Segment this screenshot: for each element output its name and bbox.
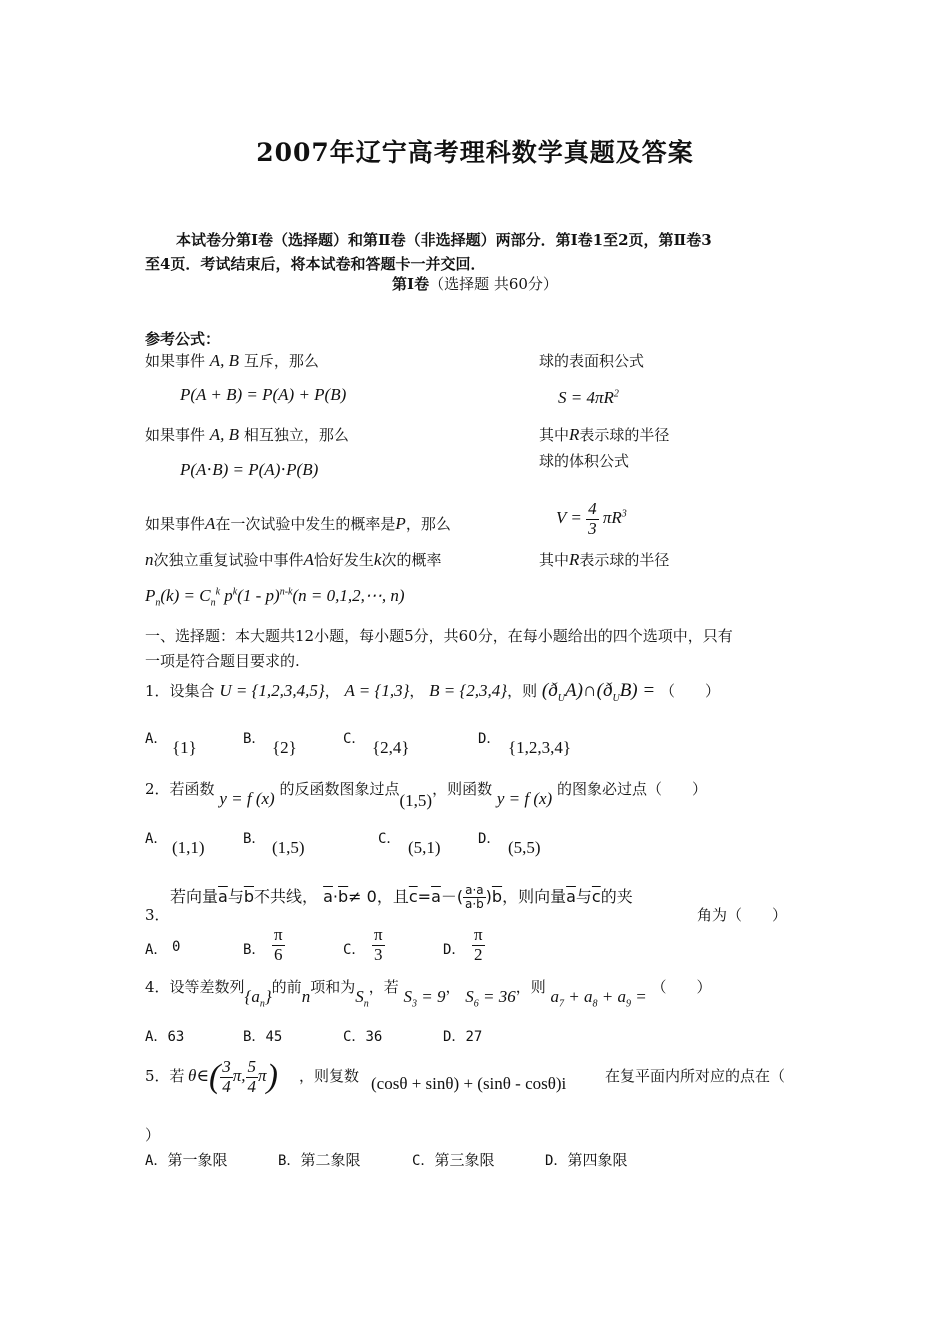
section-heading-rest: （选择题 共60分） (429, 275, 558, 293)
formula-line-5 (145, 513, 451, 534)
q1-option-c-label: C． (343, 731, 366, 747)
q2-pre: 2．若函数 (145, 780, 215, 798)
q4-mid-1: 的前 (271, 978, 302, 996)
formula-l3-post: 相互独立，那么 (243, 426, 349, 444)
q1-sub-2: U (612, 692, 620, 704)
q2-option-a-value: (1,1) (172, 838, 205, 857)
q2-mid-1: 的反函数图象过点 (279, 780, 400, 798)
q1-option-c-value: {2,4} (372, 738, 410, 757)
formula-l6-mid1: 次独立重复试验中事件 (153, 551, 304, 569)
q4-n: n (301, 987, 311, 1006)
q2-func-1: y = f (x) (219, 789, 275, 808)
formula-l3-vars: A, B (209, 425, 240, 444)
formula-r3-pre: 其中 (539, 426, 570, 444)
formula-r3-r: R (569, 425, 580, 444)
formula-line-6 (145, 549, 441, 570)
q1-option-b-value: {2} (272, 738, 297, 757)
q4-mid-2: 项和为 (310, 978, 356, 996)
q4-seq (244, 987, 272, 1010)
q5-paren-open: ( (208, 1058, 221, 1096)
q3-text-3: 不共线， (254, 887, 319, 907)
q3-option-b-label: B． (243, 942, 266, 958)
q1-expression (541, 680, 656, 704)
formula-r5-den: 3 (588, 518, 597, 538)
q5-option-b-label: B． (278, 1153, 301, 1169)
q4-c2: S (465, 987, 474, 1006)
q5-n1: 3 (222, 1057, 231, 1076)
formula-r6-pre: 其中 (539, 551, 570, 569)
q3-text-2: 与 (227, 887, 244, 907)
q4-option-c (343, 1026, 382, 1046)
q2-option-d-label: D． (478, 831, 501, 847)
q5-expression: (cosθ + sinθ) + (sinθ - cosθ)i (371, 1074, 567, 1093)
q4-option-b-value: 45 (265, 1029, 283, 1045)
q3-option-d-num: π (474, 925, 483, 944)
q1-set-a: A = {1,3} (344, 681, 410, 700)
q1-sub-1: U (557, 692, 565, 704)
formula-l5-pre: 如果事件 (145, 515, 206, 533)
q2-option-c-label: C． (378, 831, 401, 847)
q5-option-c (412, 1149, 494, 1170)
q5-pre: 5．若 (145, 1067, 185, 1085)
q5-mid: ，则复数 (299, 1067, 360, 1085)
q5-option-a-label: A． (145, 1153, 168, 1169)
q3-option-d-frac (472, 926, 485, 964)
formula-r6-r: R (569, 550, 580, 569)
formula-l6-n: n (145, 550, 154, 569)
formula-line-4: P(A⋅B) = P(A)⋅P(B) (180, 460, 319, 479)
q4-cond-1 (403, 987, 446, 1010)
q4-mid-3: ，若 (368, 978, 399, 996)
q5-option-b-value: 第二象限 (300, 1151, 361, 1169)
q5-pi-2: π (258, 1066, 267, 1086)
q1-option-a (145, 728, 167, 748)
q1-option-a-label: A． (145, 731, 168, 747)
q3-option-c-frac (372, 926, 385, 964)
question-2 (145, 778, 708, 810)
q4-option-c-label: C． (343, 1029, 366, 1045)
q4-then: ，则 (515, 978, 546, 996)
intro-line-2: 至4页．考试结束后，将本试卷和答题卡一并交回． (145, 255, 486, 273)
formula-right-2: $S = 4\pi R^2$ (558, 388, 619, 407)
q3-vector-b-3: $\overline{b}$ (491, 887, 503, 907)
q3-option-a-label: A． (145, 942, 168, 958)
q1-option-a-value: {1} (172, 738, 197, 757)
q4-sub-8: 8 (592, 998, 598, 1010)
q2-option-b-label: B． (243, 831, 266, 847)
q3-minus: － (440, 887, 457, 907)
q5-option-d-label: D． (545, 1153, 568, 1169)
formula-r5-num: 4 (588, 499, 597, 518)
q5-option-b (278, 1149, 360, 1170)
q4-option-d-value: 27 (465, 1029, 483, 1045)
formula-line-1 (145, 350, 319, 371)
question-3: 若向量$\overline{a}$与$\overline{b}$不共线， $\overline{a}\cdot\overline{b}\ne 0$，且$\overline{c}=\overline{a}-$( $\frac{a\cdot a}{a\cdot b}$ )$\overline{b}$，则向量$\overline{a}$与$\overline{c}$的夹 (170, 883, 633, 912)
q4-c1: S (403, 987, 412, 1006)
q2-func-2: y = f (x) (496, 789, 553, 808)
q4-seq-sub: n (259, 998, 265, 1010)
q4-option-a-value: 63 (167, 1029, 185, 1045)
choice-intro-line-2: 一项是符合题目要求的. (145, 652, 300, 670)
q3-option-b-den: 6 (274, 944, 283, 964)
q4-option-d-label: D． (443, 1029, 466, 1045)
q4-c2-val: = 36 (478, 987, 516, 1006)
formula-l7-core: (1 - p) (237, 586, 280, 605)
formula-l1-vars: A, B (209, 351, 240, 370)
q4-option-a-label: A． (145, 1029, 168, 1045)
q3-post: 角为（ ） (697, 906, 788, 924)
q3-text-1: 若向量 (170, 887, 219, 907)
q3-number: 3． (145, 906, 170, 924)
q2-post: 的图象必过点（ ） (557, 780, 708, 798)
q2-option-c-value: (5,1) (408, 838, 441, 857)
q3-vector-a: $\overline{a}$ (218, 887, 228, 907)
q4-c2-sub: 6 (473, 998, 479, 1010)
q4-pre: 4．设等差数列 (145, 978, 245, 996)
q3-option-b-frac (272, 926, 285, 964)
q4-a7: a (550, 987, 560, 1006)
formula-line-7: $P_n(k) = C_n^k$ $p^k(1 - p)^{n-k}(n$ = 0,1,2,⋯, n) (145, 586, 405, 609)
q5-d2: 4 (247, 1076, 257, 1096)
q5-option-a-value: 第一象限 (167, 1151, 228, 1169)
q4-sn (355, 987, 369, 1010)
q4-blank: （ ） (651, 978, 712, 996)
q5-option-c-value: 第三象限 (434, 1151, 495, 1169)
q3-eq: = (417, 887, 432, 907)
q5-paren-close: ) (266, 1058, 278, 1096)
formula-r5-tail: πR (602, 508, 622, 528)
q2-option-a-label: A． (145, 831, 168, 847)
formula-right-4: 球的体积公式 (539, 452, 630, 470)
q3-frac-num: a·a (465, 883, 484, 897)
q3-option-d-den: 2 (474, 944, 483, 964)
q4-seq-close: } (264, 987, 272, 1006)
q5-post: 在复平面内所对应的点在（ (605, 1067, 786, 1085)
formula-r6-post: 表示球的半径 (579, 551, 670, 569)
q5-option-c-label: C． (412, 1153, 435, 1169)
q4-s-sub: n (363, 998, 369, 1010)
page-title: 2007年辽宁高考理科数学真题及答案 (256, 138, 694, 167)
q5-pi-1: π (232, 1066, 242, 1086)
formula-l6-post: 次的概率 (381, 551, 442, 569)
q3-fraction (463, 884, 486, 911)
q4-c1-sub: 3 (412, 998, 417, 1010)
formula-l5-p: P (395, 514, 406, 533)
section-heading (0, 273, 950, 294)
q5-option-d (545, 1149, 627, 1170)
q3-option-d-label: D． (443, 942, 466, 958)
formula-l1-pre: 如果事件 (145, 352, 206, 370)
formula-r3-post: 表示球的半径 (579, 426, 670, 444)
formula-l6-mid2: 恰好发生 (313, 551, 374, 569)
q1-then: ，则 (507, 682, 538, 700)
q3-vector-b-2: $\overline{b}$ (338, 887, 349, 907)
question-4: 4．设等差数列$\{a_n\}$的前n项和为$S_n$，若 $S_3 = 9$， $S_6 = 36$，则 $a_7 + a_8 + a_9$ = （ ） (145, 978, 712, 1010)
q4-option-a (145, 1026, 184, 1046)
q5-theta: θ∈ (188, 1066, 209, 1086)
q3-text-4: ，且 (376, 887, 409, 907)
formula-right-6 (539, 549, 669, 570)
q5-close: ） (145, 1126, 161, 1144)
q3-option-c-den: 3 (374, 944, 383, 964)
q3-option-a-value: 0 (172, 939, 181, 955)
q3-vector-c-2: $\overline{c}$ (591, 887, 601, 907)
q3-vector-a-3: $\overline{a}$ (431, 887, 441, 907)
formula-right-3 (539, 424, 669, 445)
q2-mid-2: ，则函数 (432, 780, 493, 798)
formula-line-2: P(A + B) = P(A) + P(B) (180, 385, 347, 404)
q3-option-b-num: π (274, 925, 283, 944)
formula-l1-post: 互斥，那么 (243, 352, 319, 370)
q4-sub-9: 9 (626, 998, 632, 1010)
q5-option-a (145, 1149, 227, 1170)
q1-option-d-label: D． (478, 731, 501, 747)
q3-option-c-num: π (374, 925, 383, 944)
q3-text-7: 的夹 (600, 887, 633, 907)
q1-option-b-label: B． (243, 731, 266, 747)
q3-vector-a-4: $\overline{a}$ (566, 887, 576, 907)
q1-set-b: B = {2,3,4} (429, 681, 508, 700)
formulas-heading: 参考公式： (145, 330, 221, 348)
q3-frac-den: a·b (465, 897, 484, 912)
q3-vector-a-2: $\overline{a}$ (323, 887, 333, 907)
q3-option-c-label: C． (343, 942, 366, 958)
q1-blank: （ ） (659, 682, 720, 700)
q4-option-c-value: 36 (365, 1029, 383, 1045)
q5-theta-range: θ∈( $\frac{3}{4}$ π, $\frac{5}{4}$ π) (188, 1057, 278, 1096)
choice-intro-line-1: 一、选择题：本大题共12小题，每小题5分，共60分，在每小题给出的四个选项中，只有 (145, 627, 733, 645)
q2-option-b-value: (1,5) (272, 838, 305, 857)
q2-option-d-value: (5,5) (508, 838, 541, 857)
q4-seq-open: {a (244, 987, 260, 1006)
q4-a9: a (617, 987, 627, 1006)
formula-right-1: 球的表面积公式 (539, 352, 645, 370)
q4-option-b (243, 1026, 282, 1046)
q5-d1: 4 (222, 1076, 231, 1096)
q3-vector-c: $\overline{c}$ (408, 887, 418, 907)
formula-l6-k: k (373, 550, 382, 569)
q5-option-d-value: 第四象限 (567, 1151, 628, 1169)
formula-right-5: V = $\frac{4}{3}$ $\pi R^3$ (556, 499, 627, 538)
q1-expr-3: B) = (619, 680, 656, 701)
q4-cond-2 (465, 987, 516, 1010)
formula-r2-core: S = 4πR (558, 388, 614, 407)
formula-l7-tail: (n = 0,1,2,⋯, n) (292, 586, 405, 605)
q4-option-b-label: B． (243, 1029, 266, 1045)
q5-frac-2 (246, 1058, 259, 1096)
q2-point: (1,5) (399, 791, 433, 810)
formula-l3-pre: 如果事件 (145, 426, 206, 444)
q3-neq: ≠ 0 (348, 887, 377, 907)
q1-expr-2: A)∩(ð (564, 680, 613, 701)
section-heading-bold: 第Ⅰ卷 (392, 275, 430, 293)
q4-sub-7: 7 (559, 998, 565, 1010)
q5-frac-1 (220, 1058, 233, 1096)
q4-s: S (355, 987, 364, 1006)
intro-line-1: 本试卷分第Ⅰ卷（选择题）和第Ⅱ卷（非选择题）两部分．第Ⅰ卷1至2页，第Ⅱ卷3 (176, 231, 712, 249)
q1-expr-1: (ð (541, 680, 558, 701)
formula-r5-v: V = (556, 508, 582, 528)
question-1: 1．设集合 U = {1,2,3,4,5}， A = {1,3}， B = {2,3,4}，则 $(ð_UA)\cap(ð_UB)$ = （ ） (145, 680, 720, 704)
q3-text-6: 与 (575, 887, 592, 907)
q4-a8: a (584, 987, 593, 1006)
q1-pre: 1．设集合 (145, 682, 215, 700)
q4-expression: $a_7 + a_8 + a_9$ = (550, 987, 647, 1010)
formula-l5-post: ，那么 (405, 515, 451, 533)
q5-n2: 5 (247, 1057, 257, 1076)
q1-option-d-value: {1,2,3,4} (508, 738, 572, 757)
q4-c1-val: = 9 (417, 987, 446, 1006)
formula-r5-frac (586, 500, 599, 538)
formula-l5-mid: 在一次试验中发生的概率是 (215, 515, 396, 533)
formula-l5-a: A (205, 514, 216, 533)
q3-vector-b: $\overline{b}$ (243, 887, 254, 907)
q3-text-5: ，则向量 (502, 887, 567, 907)
q4-option-d (443, 1026, 482, 1046)
q1-set-u: U = {1,2,3,4,5} (219, 681, 325, 700)
formula-l6-a: A (303, 550, 314, 569)
formula-line-3 (145, 424, 349, 445)
